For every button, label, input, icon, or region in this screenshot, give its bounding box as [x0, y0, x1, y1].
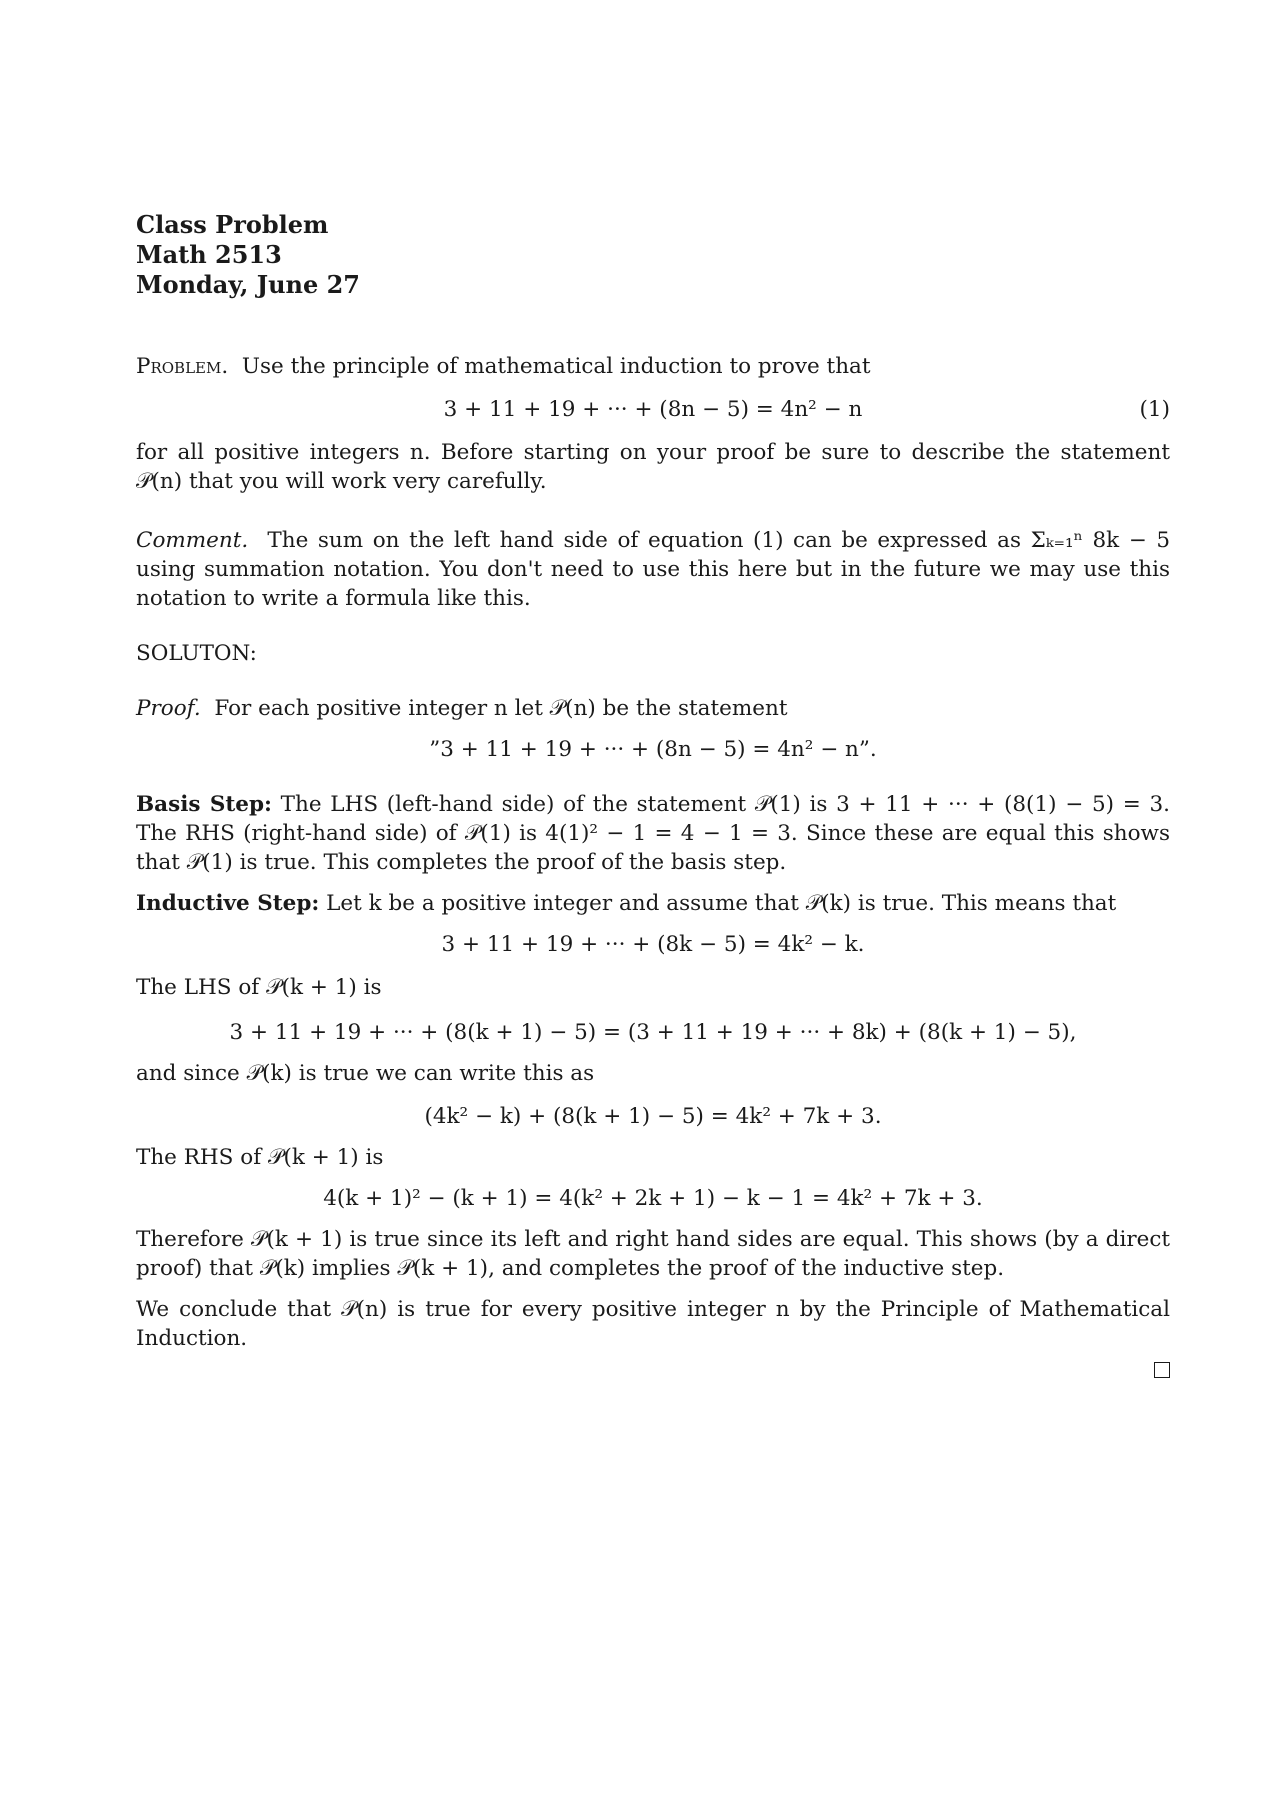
header-title: Class Problem: [136, 210, 329, 239]
since-equation: (4k² − k) + (8(k + 1) − 5) = 4k² + 7k + 3.: [424, 1104, 882, 1129]
comment-label: Comment.: [136, 528, 249, 553]
proof-label: Proof.: [136, 696, 201, 721]
equation-number: (1): [1139, 397, 1170, 422]
statement-equation: ”3 + 11 + 19 + ··· + (8n − 5) = 4n² − n”.: [429, 737, 877, 762]
header-course: Math 2513: [136, 240, 282, 269]
hypothesis-equation: 3 + 11 + 19 + ··· + (8k − 5) = 4k² − k.: [441, 932, 865, 957]
lhs-equation: 3 + 11 + 19 + ··· + (8(k + 1) − 5) = (3 + 11 + 19 + ··· + 8k) + (8(k + 1) − 5),: [229, 1020, 1077, 1045]
comment-text: The sum on the left hand side of equation (1) can be expressed as Σₖ₌₁ⁿ 8k − 5 using summation notation. You don't need to use this here but in the future we may use this notation to write a formula like this.: [136, 528, 1171, 611]
rhs-equation: 4(k + 1)² − (k + 1) = 4(k² + 2k + 1) − k − 1 = 4k² + 7k + 3.: [323, 1186, 983, 1211]
document-header: [136, 210, 1170, 300]
therefore-text: Therefore 𝒫(k + 1) is true since its left and right hand sides are equal. This shows (by a direct proof) that 𝒫(k) implies 𝒫(k + 1), and completes the proof of the inductive step.: [136, 1227, 1170, 1281]
basis-step-paragraph: [136, 790, 1170, 877]
inductive-step-label: Inductive Step:: [136, 891, 320, 916]
proof-intro-paragraph: [136, 694, 1170, 723]
basis-step-label: Basis Step:: [136, 792, 272, 817]
equation-1: [136, 395, 1170, 424]
inductive-step-paragraph: [136, 889, 1170, 918]
conclusion-text: We conclude that 𝒫(n) is true for every positive integer n by the Principle of Mathematical Induction.: [136, 1297, 1170, 1351]
proof-intro: For each positive integer n let 𝒫(n) be the statement: [214, 696, 788, 721]
qed-box-icon: [1154, 1362, 1170, 1378]
comment-paragraph: [136, 526, 1170, 613]
since-text: and since 𝒫(k) is true we can write this as: [136, 1061, 595, 1086]
problem-label: Problem.: [136, 354, 229, 379]
problem-after-text: for all positive integers n. Before starting on your proof be sure to describe the statement 𝒫(n) that you will work very carefully.: [136, 440, 1170, 494]
document-page: [136, 210, 1170, 1386]
problem-paragraph: [136, 352, 1170, 381]
rhs-intro: The RHS of 𝒫(k + 1) is: [136, 1145, 384, 1170]
lhs-intro: The LHS of 𝒫(k + 1) is: [136, 975, 382, 1000]
header-date: Monday, June 27: [136, 270, 360, 299]
solution-label: SOLUTON:: [136, 641, 257, 666]
qed-symbol: [136, 1357, 1170, 1386]
equation-1-body: 3 + 11 + 19 + ··· + (8n − 5) = 4n² − n: [443, 397, 863, 422]
inductive-step-text: Let k be a positive integer and assume that 𝒫(k) is true. This means that: [326, 891, 1117, 916]
problem-intro: Use the principle of mathematical induction to prove that: [241, 354, 871, 379]
basis-step-text: The LHS (left-hand side) of the statement 𝒫(1) is 3 + 11 + ··· + (8(1) − 5) = 3. The RHS (right-hand side) of 𝒫(1) is 4(1)² − 1 = 4 − 1 = 3. Since these are equal this shows that 𝒫(1) is true. This completes the proof of the basis step.: [136, 792, 1170, 875]
